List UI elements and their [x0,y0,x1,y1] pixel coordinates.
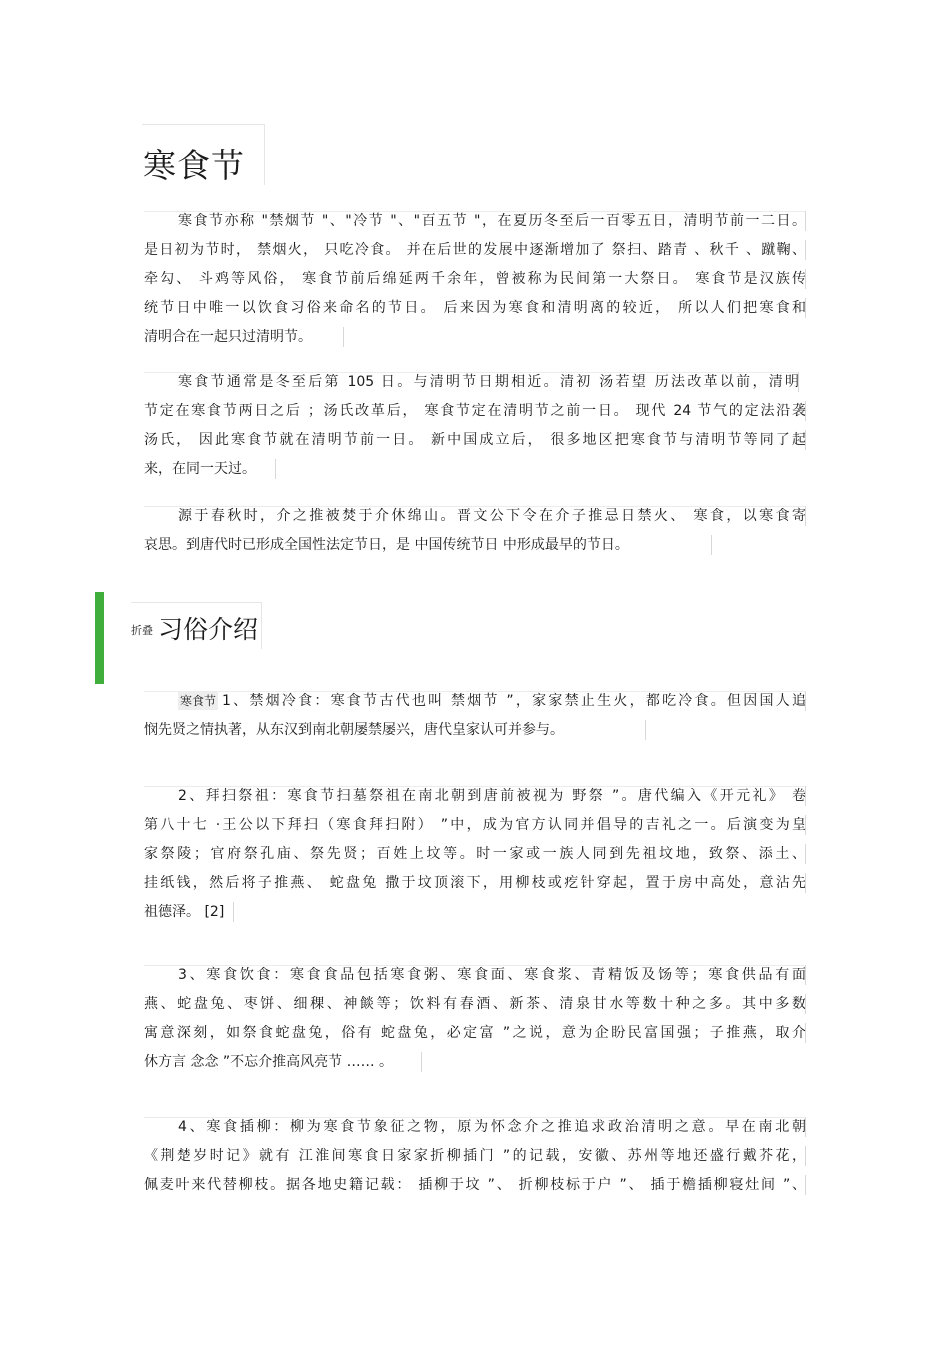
text-line: 佩麦叶来代替柳枝。据各地史籍记载： 插柳于坟 ”、 折柳枝标于户 ”、 插于檐插柳寝灶间 ”、 [144,1171,806,1200]
text-line: 统节日中唯一以饮食习俗来命名的节日。 后来因为寒食和清明离的较近， 所以人们把寒食和 [144,294,806,323]
text-line: 祖德泽。 [2] [144,898,234,927]
text-line: 悯先贤之情执著，从东汉到南北朝屡禁屡兴，唐代皇家认可并参与。 [144,716,646,745]
text-line: 汤氏， 因此寒食节就在清明节前一日。 新中国成立后， 很多地区把寒食节与清明节等同了起 [144,426,806,455]
custom-item-3 [144,961,806,1077]
text-segment: 1、禁烟冷食：寒食节古代也叫 禁烟节 ”，家家禁止生火，都吃冷食。但因国人追 [222,693,806,709]
fold-toggle[interactable]: 折叠 [131,624,153,637]
text-line [144,687,806,716]
term-tag: 寒食节 [180,694,217,708]
intro-paragraph-3 [144,502,806,560]
text-line: 家祭陵；官府祭孔庙、祭先贤；百姓上坟等。时一家或一族人同到先祖坟地，致祭、添土、 [144,840,806,869]
page-title: 寒食节 [143,146,245,185]
text-line: 寒食节通常是冬至后第 105 日。与清明节日期相近。清初 汤若望 历法改革以前，清明 [144,368,799,397]
text-line: 寓意深刻，如祭食蛇盘兔，俗有 蛇盘兔，必定富 ”之说，意为企盼民富国强；子推燕，取介 [144,1019,806,1048]
text-line: 4、寒食插柳：柳为寒食节象征之物，原为怀念介之推追求政治清明之意。早在南北朝 [144,1113,806,1142]
text-line: 牵勾、 斗鸡等风俗， 寒食节前后绵延两千余年，曾被称为民间第一大祭日。 寒食节是汉族传 [144,265,806,294]
custom-item-4 [144,1113,806,1200]
text-line: 是日初为节时， 禁烟火， 只吃冷食。 并在后世的发展中逐渐增加了 祭扫、踏青 、秋千 、蹴鞠、 [144,236,806,265]
text-line: 源于春秋时，介之推被焚于介休绵山。晋文公下令在介子推忌日禁火、 寒食，以寒食寄 [144,502,806,531]
text-line: 3、寒食饮食：寒食食品包括寒食粥、寒食面、寒食浆、青精饭及饧等；寒食供品有面 [144,961,806,990]
custom-item-2 [144,782,806,927]
custom-item-1 [144,687,806,745]
text-line: 寒食节亦称 "禁烟节 "、"冷节 "、"百五节 "，在夏历冬至后一百零五日，清明节前一二日。 [144,207,806,236]
text-line: 燕、蛇盘兔、枣饼、细稞、神餤等；饮料有春酒、新茶、清泉甘水等数十种之多。其中多数 [144,990,806,1019]
intro-paragraph-1 [144,207,806,352]
text-line: 节定在寒食节两日之后 ；汤氏改革后， 寒食节定在清明节之前一日。 现代 24 节气的定法沿袭 [144,397,806,426]
text-line: 休方言 念念 ”不忘介推高风亮节 …… 。 [144,1048,422,1077]
intro-paragraph-2 [144,368,806,484]
text-line: 2、拜扫祭祖：寒食节扫墓祭祖在南北朝到唐前被视为 野祭 ”。唐代编入《开元礼》 卷 [144,782,806,811]
text-line: 《荆楚岁时记》就有 江淮间寒食日家家折柳插门 ”的记载，安徽、苏州等地还盛行戴芥花， [144,1142,806,1171]
section-title: 习俗介绍 [158,615,259,644]
text-line: 清明合在一起只过清明节。 [144,323,344,352]
text-line: 哀思。到唐代时已形成全国性法定节日，是 中国传统节日 中形成最早的节日。 [144,531,712,560]
text-line: 第八十七 ·王公以下拜扫（寒食拜扫附） ”中，成为官方认同并倡导的吉礼之一。后演变为皇 [144,811,806,840]
text-line: 来，在同一天过。 [144,455,276,484]
text-line: 挂纸钱，然后将子推燕、 蛇盘兔 撒于坟顶滚下，用柳枝或疙针穿起，置于房中高处，意沾先 [144,869,806,898]
section-marker-bar [95,592,104,684]
